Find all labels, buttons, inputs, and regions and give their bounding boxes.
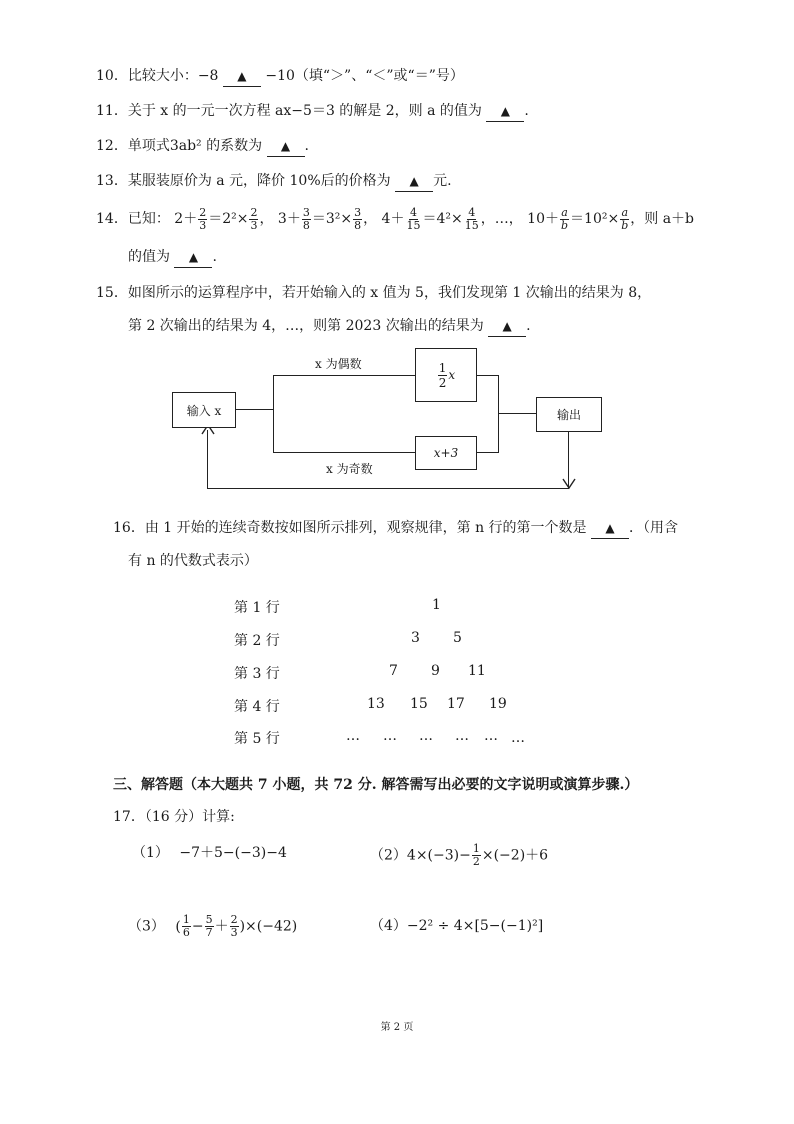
fraction: $\frac{4}{15}$: [464, 205, 479, 232]
fraction: $\frac{2}{3}$: [250, 205, 258, 232]
question-16: 16．由 1 开始的连续奇数按如图所示排列，观察规律，第 n 行的第一个数是 ▲ ．（用含: [113, 518, 678, 539]
add-three-box: x+3: [415, 436, 477, 470]
triangle-mark: ▲: [605, 521, 615, 535]
row-value: …: [484, 728, 498, 744]
triangle-mark: ▲: [280, 139, 291, 153]
fraction: $\frac{a}{b}$: [621, 205, 629, 232]
row-value: …: [419, 728, 433, 744]
row-value: 11: [468, 663, 486, 679]
triangle-mark: ▲: [500, 104, 510, 118]
output-box: 输出: [536, 397, 602, 432]
fraction: $\frac{1}{2}$: [472, 842, 480, 868]
answer-blank[interactable]: [486, 101, 524, 122]
triangle-mark: ▲: [409, 174, 419, 188]
problem-1: （1） −7＋5−(−3)−4: [132, 845, 287, 861]
fraction: $\frac{2}{3}$: [230, 913, 238, 939]
problem-2: （2）4×(−3)− $\frac{1}{2}$ ×(−2)＋6: [370, 842, 549, 868]
question-16-line2: 有 n 的代数式表示）: [128, 553, 258, 569]
problem-4: （4）−2² ÷ 4×[5−(−1)²]: [370, 918, 544, 934]
row-value: 19: [489, 696, 507, 712]
question-15-line2: 第 2 次输出的结果为 4，…，则第 2023 次输出的结果为 ▲ .: [128, 316, 531, 337]
row-value: 17: [447, 696, 465, 712]
question-11: 11．关于 x 的一元一次方程 ax−5＝3 的解是 2，则 a 的值为 ▲ .: [96, 101, 529, 122]
row-label: 第 2 行: [234, 633, 280, 649]
row-value: 1: [432, 597, 441, 613]
row-value: 9: [431, 663, 440, 679]
answer-blank[interactable]: [174, 247, 212, 268]
fraction: $\frac{3}{8}$: [354, 205, 362, 232]
fraction: $\frac{a}{b}$: [560, 205, 569, 232]
fraction: $\frac{1}{6}$: [182, 913, 190, 939]
half-box: $\frac{1}{2}$ x: [415, 348, 477, 402]
fraction: $\frac{3}{8}$: [302, 205, 310, 232]
section-heading: 三、解答题（本大题共 7 小题，共 72 分. 解答需写出必要的文字说明或演算步骤.）: [113, 777, 639, 793]
row-value: …: [383, 728, 397, 744]
answer-blank[interactable]: [267, 136, 305, 157]
row-label: 第 4 行: [234, 699, 280, 715]
row-label: 第 3 行: [234, 666, 280, 682]
fraction: $\frac{4}{15}$: [406, 205, 421, 232]
fraction: $\frac{2}{3}$: [199, 205, 207, 232]
row-value: 5: [453, 630, 462, 646]
answer-blank[interactable]: [488, 316, 526, 337]
question-13: 13．某服装原价为 a 元，降价 10%后的价格为 ▲ 元.: [96, 171, 452, 192]
problem-3: （3） ( $\frac{1}{6}$ − $\frac{5}{7}$ ＋ $\frac{2}{3}$ )×(−42): [128, 913, 298, 939]
even-label: x 为偶数: [315, 357, 362, 371]
question-14-line2: 的值为 ▲ .: [128, 247, 217, 268]
answer-blank[interactable]: [223, 66, 261, 87]
arrow-down-icon: [562, 478, 576, 490]
row-value: …: [455, 728, 469, 744]
row-label: 第 5 行: [234, 731, 280, 747]
triangle-mark: ▲: [502, 319, 512, 333]
triangle-mark: ▲: [188, 250, 199, 264]
fraction: $\frac{5}{7}$: [205, 913, 213, 939]
row-value: 7: [389, 663, 398, 679]
question-14: 14．已知： 2＋ $\frac{2}{3}$ ＝2²× $\frac{2}{3}$ ， 3＋ $\frac{3}{8}$ ＝3²× $\frac{3}{8}$ ， 4＋ $\frac{4}{15}$ ＝4²× $\frac{4}{15}$ ，…， 10＋ $\frac{a}{b}$ ＝10²× $\frac{a}{b}$ ，则 a＋b: [96, 205, 695, 232]
question-10: 10．比较大小：−8 ▲ −10（填“＞”、“＜”或“＝”号）: [96, 66, 464, 87]
row-value: 3: [411, 630, 420, 646]
row-value: …: [511, 730, 525, 746]
odd-label: x 为奇数: [326, 462, 373, 476]
row-label: 第 1 行: [234, 600, 280, 616]
question-12: 12．单项式3ab² 的系数为 ▲ .: [96, 136, 309, 157]
row-value: 15: [410, 696, 428, 712]
input-box: 输入 x: [172, 392, 236, 428]
triangle-mark: ▲: [237, 69, 247, 83]
page-number: 第 2 页: [380, 1022, 414, 1033]
row-value: 13: [367, 696, 385, 712]
question-15: 15．如图所示的运算程序中，若开始输入的 x 值为 5，我们发现第 1 次输出的结果为 8，: [96, 285, 652, 301]
answer-blank[interactable]: [591, 518, 629, 539]
question-17: 17．（16 分）计算:: [113, 809, 235, 825]
answer-blank[interactable]: [395, 171, 433, 192]
row-value: …: [346, 728, 360, 744]
